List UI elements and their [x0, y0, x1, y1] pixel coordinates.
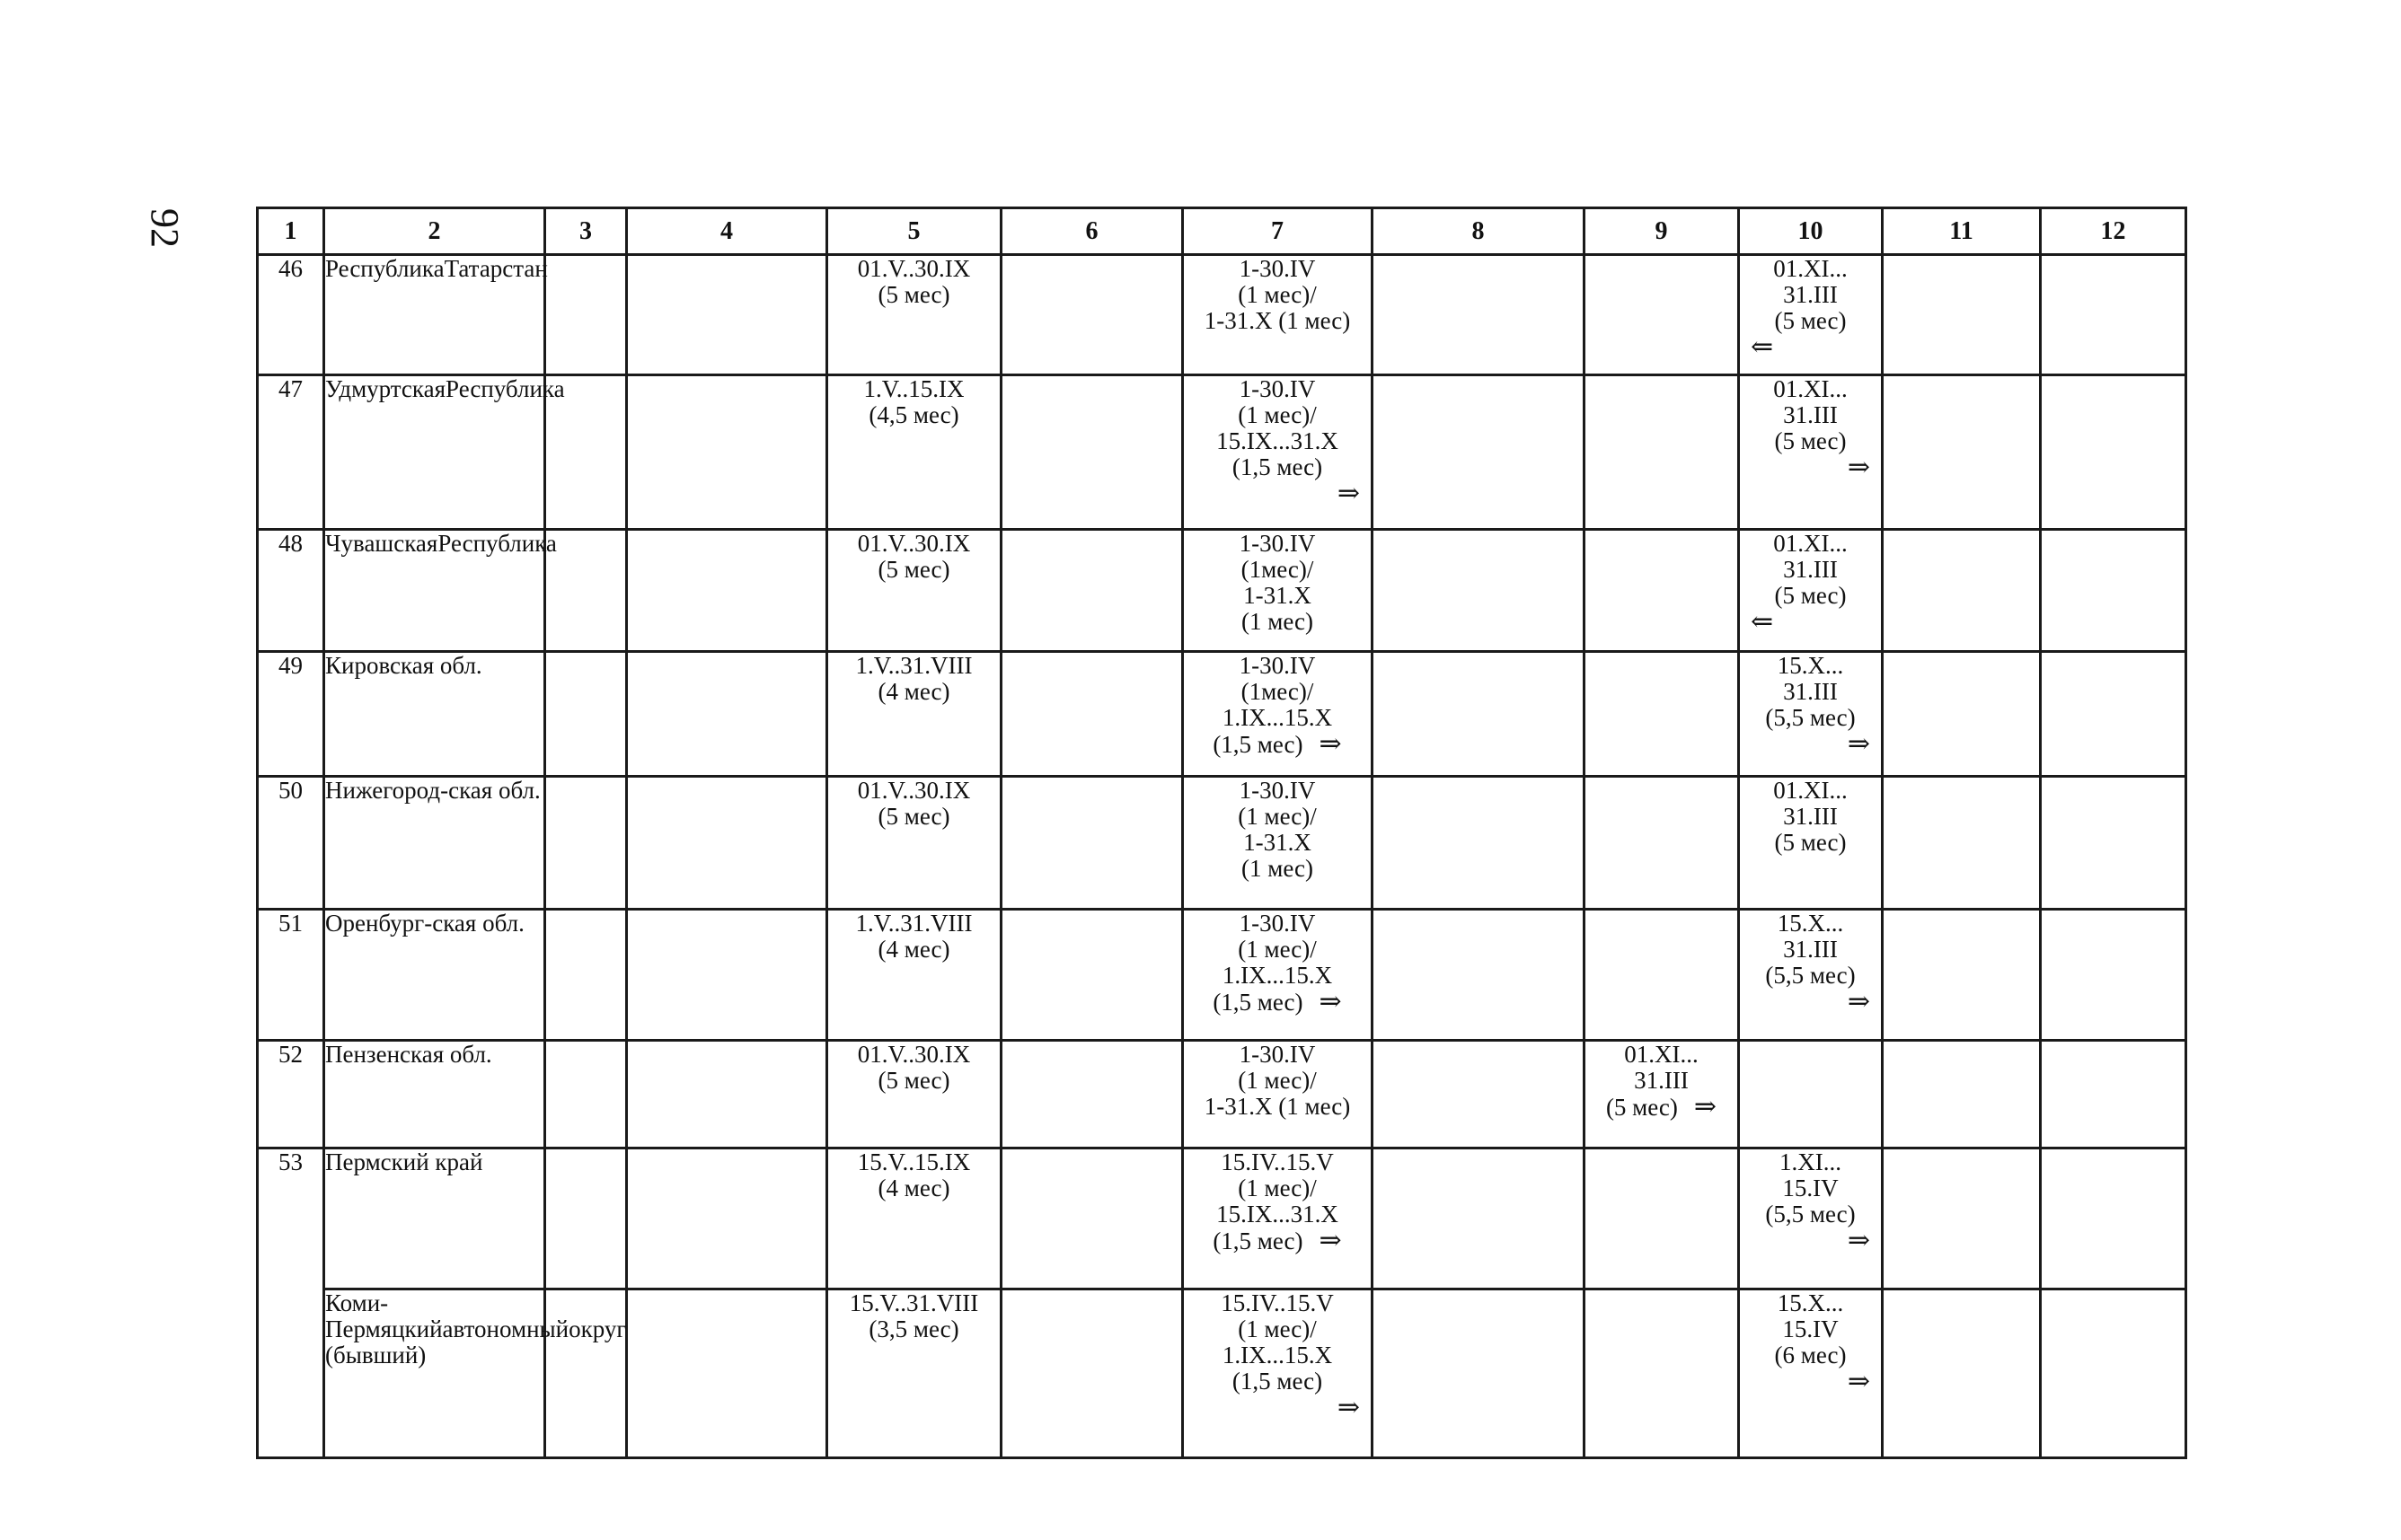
- cell-col-10: [1739, 255, 1883, 375]
- cell-col-12: [2041, 1148, 2186, 1289]
- cell-line: Нижегород-: [325, 777, 449, 804]
- cell-col-8: [1373, 375, 1584, 530]
- cell-col-10: [1739, 1289, 1883, 1458]
- table-row: [258, 375, 2186, 530]
- cell-col-7: [1183, 910, 1373, 1041]
- cell-line: (6 мес): [1774, 1342, 1847, 1368]
- header-row: [258, 208, 2186, 255]
- cell-col-9: [1584, 910, 1739, 1041]
- cell-line: 1-31.X: [1243, 582, 1311, 609]
- cell-line: Коми-: [325, 1289, 389, 1316]
- cell-line: (1 мес)/: [1238, 936, 1317, 963]
- cell-col-5: [827, 777, 1002, 910]
- cell-col-7: [1183, 777, 1373, 910]
- region-name: [324, 652, 545, 777]
- column-header: 12: [2041, 208, 2186, 255]
- cell-line: (5 мес): [878, 281, 950, 308]
- cell-line: 01.XI...: [1773, 375, 1848, 402]
- cell-col-6: [1002, 255, 1183, 375]
- cell-col-10: [1739, 652, 1883, 777]
- arrow-icon: ⇒: [1337, 1393, 1360, 1422]
- cell-col-5: [827, 1041, 1002, 1148]
- cell-line: 1-30.IV: [1239, 652, 1316, 679]
- cell-line: 31.III: [1783, 281, 1838, 308]
- cell-col-5: [827, 1148, 1002, 1289]
- cell-line: 01.V..30.IX: [857, 1041, 971, 1068]
- page-number: 92: [143, 208, 187, 248]
- row-number: 47: [258, 375, 324, 530]
- cell-line: (4 мес): [878, 936, 950, 963]
- arrow-icon: ⇒: [1319, 987, 1342, 1016]
- cell-line: 1-30.IV: [1239, 255, 1316, 282]
- cell-col-9: [1584, 530, 1739, 652]
- region-name: [324, 255, 548, 375]
- cell-line: 31.III: [1783, 401, 1838, 428]
- cell-col-6: [1002, 777, 1183, 910]
- cell-text: (5 мес): [1605, 1094, 1678, 1121]
- region-name: [324, 777, 545, 910]
- cell-col-8: [1373, 530, 1584, 652]
- cell-line: 15.X...: [1777, 1289, 1844, 1316]
- cell-col-7: [1183, 1289, 1373, 1458]
- arrow-icon: ⇒: [1337, 479, 1360, 508]
- cell-col-3: [545, 1148, 627, 1289]
- cell-line: Кировская обл.: [325, 652, 482, 679]
- cell-line: ская обл.: [448, 777, 541, 804]
- cell-col-4: [627, 255, 827, 375]
- cell-line: 31.III: [1783, 936, 1838, 963]
- cell-line: ская обл.: [432, 910, 525, 937]
- cell-line: (4,5 мес): [869, 401, 959, 428]
- table-row: [258, 1148, 2186, 1289]
- cell-col-10: [1739, 530, 1883, 652]
- cell-col-7: [1183, 652, 1373, 777]
- cell-col-6: [1002, 910, 1183, 1041]
- row-number: 53: [258, 1148, 324, 1458]
- cell-col-12: [2041, 375, 2186, 530]
- cell-line: 1.V..31.VIII: [855, 910, 973, 937]
- cell-col-4: [627, 910, 827, 1041]
- column-header: 11: [1883, 208, 2041, 255]
- cell-col-3: [545, 1041, 627, 1148]
- cell-line: 1.V..31.VIII: [855, 652, 973, 679]
- cell-line: 01.XI...: [1773, 530, 1848, 557]
- cell-line: 1-30.IV: [1239, 375, 1316, 402]
- cell-line: 15.IV: [1782, 1175, 1839, 1201]
- cell-line: автономный: [442, 1316, 569, 1342]
- cell-col-4: [627, 777, 827, 910]
- cell-line: 1-30.IV: [1239, 910, 1316, 937]
- cell-line: 15.V..31.VIII: [849, 1289, 979, 1316]
- cell-col-3: [545, 777, 627, 910]
- cell-col-12: [2041, 530, 2186, 652]
- arrow-icon: ⇒: [1693, 1092, 1717, 1122]
- table-row: [258, 777, 2186, 910]
- cell-text: (1,5 мес): [1213, 989, 1303, 1016]
- cell-line: 1.XI...: [1779, 1148, 1841, 1175]
- cell-col-10: [1739, 910, 1883, 1041]
- column-header: 6: [1002, 208, 1183, 255]
- cell-col-3: [545, 530, 627, 652]
- cell-col-10: [1739, 1148, 1883, 1289]
- cell-col-4: [627, 375, 827, 530]
- cell-line: (5 мес): [1774, 829, 1847, 856]
- cell-col-10: [1739, 777, 1883, 910]
- cell-line: 15.IV..15.V: [1221, 1289, 1334, 1316]
- cell-line: 15.IX...31.X: [1216, 427, 1338, 454]
- cell-line: (1мес)/: [1240, 678, 1314, 705]
- cell-line: 31.III: [1783, 678, 1838, 705]
- table-row: [258, 910, 2186, 1041]
- cell-col-9: [1584, 652, 1739, 777]
- cell-line: 1.V..15.IX: [863, 375, 965, 402]
- cell-line: (1,5 мес): [1231, 1368, 1323, 1395]
- cell-line: Удмуртская: [325, 375, 446, 402]
- cell-col-6: [1002, 1289, 1183, 1458]
- cell-col-3: [545, 652, 627, 777]
- cell-line: 01.XI...: [1624, 1041, 1699, 1068]
- column-header: 3: [545, 208, 627, 255]
- cell-col-11: [1883, 1041, 2041, 1148]
- cell-line: 01.V..30.IX: [857, 777, 971, 804]
- cell-col-9: [1584, 1289, 1739, 1458]
- cell-col-5: [827, 652, 1002, 777]
- cell-line: (1 мес)/: [1238, 1316, 1317, 1342]
- cell-line: 1-30.IV: [1239, 1041, 1316, 1068]
- cell-col-3: [545, 255, 627, 375]
- table-row: [258, 530, 2186, 652]
- cell-line: 15.X...: [1777, 652, 1844, 679]
- cell-line: 15.IX...31.X: [1216, 1201, 1338, 1228]
- cell-line: Пензенская обл.: [325, 1041, 492, 1068]
- cell-col-12: [2041, 777, 2186, 910]
- cell-line: 1-30.IV: [1239, 530, 1316, 557]
- cell-col-11: [1883, 1289, 2041, 1458]
- arrow-icon: ⇐: [1751, 607, 1774, 637]
- cell-line: (5,5 мес): [1765, 962, 1856, 989]
- row-number: 50: [258, 777, 324, 910]
- cell-col-4: [627, 1148, 827, 1289]
- cell-col-6: [1002, 530, 1183, 652]
- cell-col-4: [627, 1289, 827, 1458]
- cell-col-3: [545, 910, 627, 1041]
- cell-text: (1,5 мес): [1213, 731, 1303, 758]
- cell-col-5: [827, 255, 1002, 375]
- cell-col-10: [1739, 1041, 1883, 1148]
- arrow-icon: ⇒: [1847, 987, 1870, 1016]
- cell-line: округ (бывший): [325, 1316, 627, 1368]
- cell-col-11: [1883, 530, 2041, 652]
- cell-line: 15.IV..15.V: [1221, 1148, 1334, 1175]
- cell-line: 01.V..30.IX: [857, 255, 971, 282]
- row-number: 48: [258, 530, 324, 652]
- cell-col-4: [627, 652, 827, 777]
- column-header: 5: [827, 208, 1002, 255]
- cell-line: (1 мес): [1241, 855, 1313, 882]
- cell-col-11: [1883, 910, 2041, 1041]
- cell-line: (4 мес): [878, 678, 950, 705]
- arrow-icon: ⇒: [1847, 729, 1870, 759]
- cell-line: Пермский край: [325, 1148, 483, 1175]
- column-header: 8: [1373, 208, 1584, 255]
- cell-line: 31.III: [1783, 556, 1838, 583]
- cell-line: (1 мес)/: [1238, 1175, 1317, 1201]
- cell-col-11: [1883, 652, 2041, 777]
- cell-line: Республика: [446, 375, 565, 402]
- cell-col-9: [1584, 1148, 1739, 1289]
- row-number: 52: [258, 1041, 324, 1148]
- cell-line: 1-31.X (1 мес): [1204, 1093, 1351, 1120]
- cell-col-7: [1183, 1148, 1373, 1289]
- cell-line: 1-31.X (1 мес): [1204, 307, 1351, 334]
- arrow-icon: ⇐: [1751, 332, 1774, 362]
- cell-line: (1 мес): [1241, 608, 1313, 635]
- cell-col-5: [827, 910, 1002, 1041]
- column-header: 7: [1183, 208, 1373, 255]
- cell-col-7: [1183, 375, 1373, 530]
- cell-col-5: [827, 1289, 1002, 1458]
- region-name: [324, 910, 545, 1041]
- cell-col-8: [1373, 1041, 1584, 1148]
- cell-line: (1мес)/: [1240, 556, 1314, 583]
- cell-col-10: [1739, 375, 1883, 530]
- cell-line: Республика: [437, 530, 557, 557]
- cell-line: Республика: [325, 255, 445, 282]
- cell-line: (1 мес)/: [1238, 803, 1317, 830]
- cell-line: [1585, 1094, 1737, 1121]
- cell-line: 01.V..30.IX: [857, 530, 971, 557]
- arrow-icon: ⇒: [1847, 1226, 1870, 1255]
- cell-col-9: [1584, 255, 1739, 375]
- climate-data-table: [256, 207, 2187, 1459]
- cell-col-7: [1183, 1041, 1373, 1148]
- cell-line: 15.X...: [1777, 910, 1844, 937]
- cell-line: 01.XI...: [1773, 777, 1848, 804]
- cell-col-5: [827, 375, 1002, 530]
- cell-line: Чувашская: [325, 530, 438, 557]
- region-name: [324, 1289, 627, 1458]
- cell-col-6: [1002, 1041, 1183, 1148]
- arrow-icon: ⇒: [1319, 1226, 1342, 1255]
- region-name: [324, 1041, 545, 1148]
- cell-col-6: [1002, 375, 1183, 530]
- cell-col-8: [1373, 910, 1584, 1041]
- cell-line: [1184, 989, 1371, 1016]
- cell-line: (5,5 мес): [1765, 704, 1856, 731]
- cell-text: (1,5 мес): [1213, 1228, 1303, 1254]
- cell-col-11: [1883, 255, 2041, 375]
- table-row: [258, 1289, 2186, 1458]
- cell-col-12: [2041, 652, 2186, 777]
- cell-line: 15.V..15.IX: [857, 1148, 971, 1175]
- cell-line: 01.XI...: [1773, 255, 1848, 282]
- cell-line: (3,5 мес): [869, 1316, 959, 1342]
- cell-line: (5 мес): [878, 803, 950, 830]
- cell-line: (5 мес): [1774, 427, 1847, 454]
- cell-col-11: [1883, 375, 2041, 530]
- cell-line: (5 мес): [1774, 307, 1847, 334]
- row-number: 49: [258, 652, 324, 777]
- cell-col-12: [2041, 910, 2186, 1041]
- cell-col-6: [1002, 1148, 1183, 1289]
- cell-line: 1.IX...15.X: [1222, 1342, 1333, 1368]
- column-header: 2: [324, 208, 545, 255]
- column-header: 1: [258, 208, 324, 255]
- cell-line: (1 мес)/: [1238, 1067, 1317, 1094]
- cell-col-11: [1883, 1148, 2041, 1289]
- cell-col-4: [627, 530, 827, 652]
- column-header: 9: [1584, 208, 1739, 255]
- cell-col-8: [1373, 1148, 1584, 1289]
- column-header: 4: [627, 208, 827, 255]
- cell-line: (5 мес): [878, 1067, 950, 1094]
- cell-line: 1.IX...15.X: [1222, 704, 1333, 731]
- row-number: 46: [258, 255, 324, 375]
- cell-col-5: [827, 530, 1002, 652]
- arrow-icon: ⇒: [1847, 1367, 1870, 1396]
- cell-col-9: [1584, 777, 1739, 910]
- row-number: 51: [258, 910, 324, 1041]
- cell-col-6: [1002, 652, 1183, 777]
- cell-line: 31.III: [1783, 803, 1838, 830]
- cell-line: (5,5 мес): [1765, 1201, 1856, 1228]
- cell-line: (5 мес): [878, 556, 950, 583]
- cell-col-7: [1183, 530, 1373, 652]
- column-header: 10: [1739, 208, 1883, 255]
- cell-line: [1184, 1228, 1371, 1254]
- cell-col-8: [1373, 652, 1584, 777]
- cell-line: 1-31.X: [1243, 829, 1311, 856]
- arrow-icon: ⇒: [1319, 729, 1342, 759]
- table-row: [258, 255, 2186, 375]
- cell-line: Пермяцкий: [325, 1316, 443, 1342]
- cell-col-12: [2041, 1289, 2186, 1458]
- cell-line: (1 мес)/: [1238, 401, 1317, 428]
- cell-line: 1.IX...15.X: [1222, 962, 1333, 989]
- cell-line: (1,5 мес): [1231, 453, 1323, 480]
- cell-col-8: [1373, 1289, 1584, 1458]
- cell-col-11: [1883, 777, 2041, 910]
- cell-line: Оренбург-: [325, 910, 433, 937]
- region-name: [324, 1148, 545, 1289]
- cell-line: (4 мес): [878, 1175, 950, 1201]
- cell-line: (1 мес)/: [1238, 281, 1317, 308]
- cell-line: 1-30.IV: [1239, 777, 1316, 804]
- cell-col-8: [1373, 255, 1584, 375]
- region-name: [324, 530, 557, 652]
- cell-col-3: [545, 1289, 627, 1458]
- cell-line: 15.IV: [1782, 1316, 1839, 1342]
- cell-line: [1184, 731, 1371, 758]
- cell-col-9: [1584, 1041, 1739, 1148]
- cell-col-7: [1183, 255, 1373, 375]
- table-row: [258, 1041, 2186, 1148]
- table-row: [258, 652, 2186, 777]
- cell-col-9: [1584, 375, 1739, 530]
- cell-col-12: [2041, 1041, 2186, 1148]
- cell-col-8: [1373, 777, 1584, 910]
- cell-col-12: [2041, 255, 2186, 375]
- cell-col-4: [627, 1041, 827, 1148]
- region-name: [324, 375, 565, 530]
- cell-line: (5 мес): [1774, 582, 1847, 609]
- cell-line: Татарстан: [444, 255, 548, 282]
- cell-line: 31.III: [1634, 1067, 1689, 1094]
- arrow-icon: ⇒: [1847, 453, 1870, 482]
